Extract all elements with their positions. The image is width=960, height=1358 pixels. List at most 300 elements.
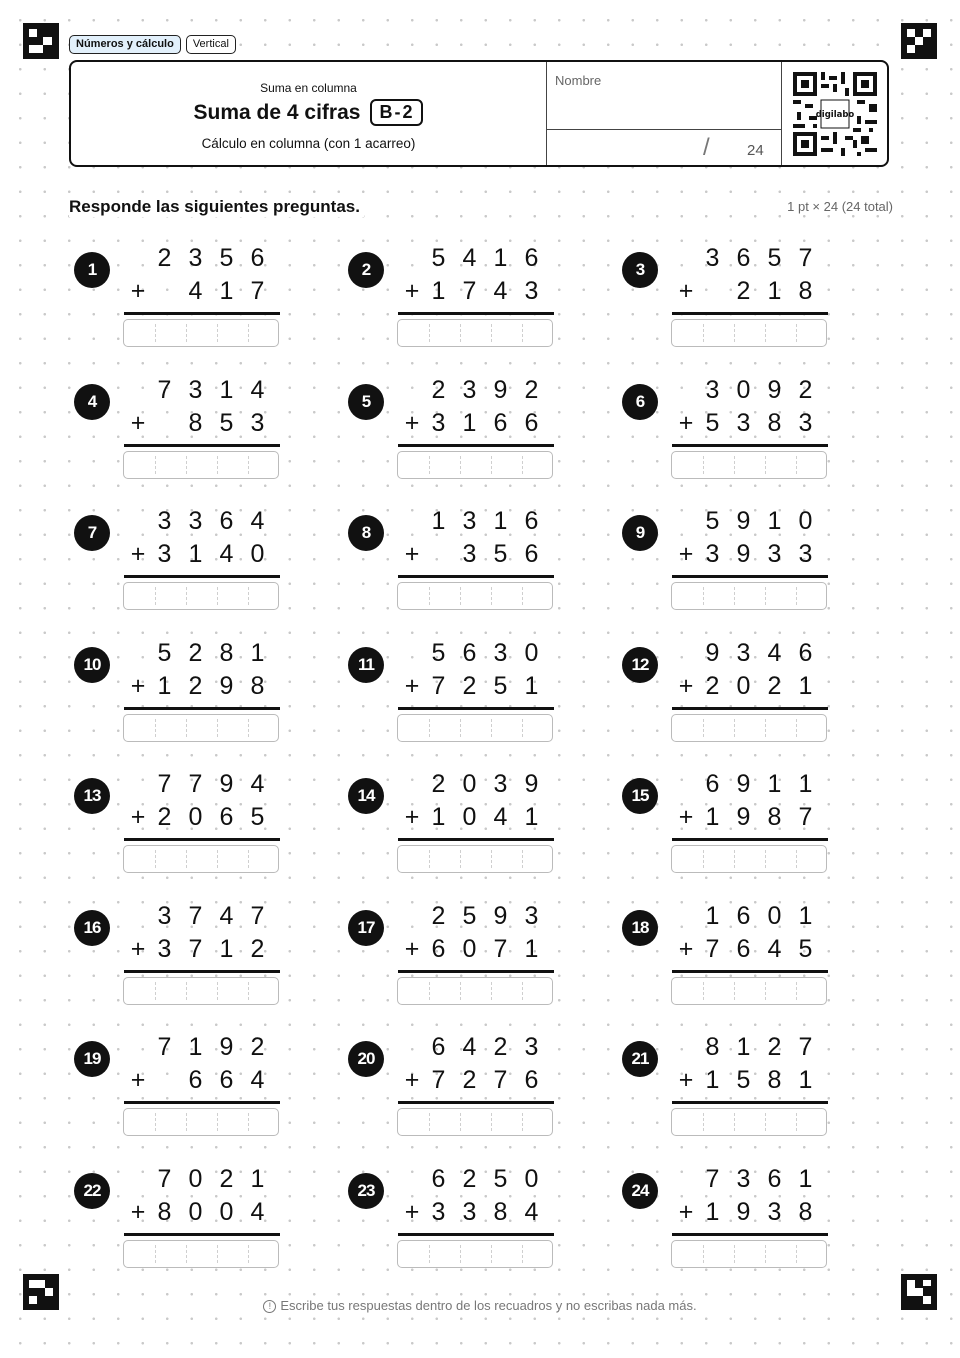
digit: 1	[431, 803, 446, 831]
digit: 3	[157, 540, 172, 568]
digit-guide	[217, 850, 218, 868]
addend-first	[70, 376, 310, 406]
digit: 7	[798, 1033, 813, 1061]
answer-box[interactable]	[123, 319, 279, 347]
digit-guide	[186, 982, 187, 1000]
digit-guide	[429, 850, 430, 868]
digit: 1	[705, 1066, 720, 1094]
points-info: 1 pt × 24 (24 total)	[787, 199, 893, 214]
digit: 4	[462, 1033, 477, 1061]
digit: 1	[798, 671, 813, 700]
digit: 0	[188, 1164, 203, 1193]
digit: 8	[767, 1066, 782, 1094]
answer-box[interactable]	[671, 319, 827, 347]
answer-box[interactable]	[671, 714, 827, 742]
problem-number: 12	[622, 647, 658, 683]
digit: 7	[431, 1066, 446, 1094]
addend-second	[70, 277, 310, 307]
sum-line	[398, 575, 554, 578]
digit: 6	[188, 1066, 203, 1094]
problem-18	[618, 892, 858, 1004]
digit: 8	[767, 803, 782, 831]
addend-second	[618, 1066, 858, 1096]
digit: 6	[493, 408, 508, 437]
plus-sign: +	[404, 1066, 420, 1094]
digit: 0	[462, 803, 477, 831]
answer-box[interactable]	[671, 1108, 827, 1136]
digit: 3	[188, 375, 203, 404]
addend-first	[618, 1033, 858, 1063]
title-block	[71, 62, 547, 165]
digit-guide	[248, 324, 249, 342]
digit: 7	[157, 1033, 172, 1061]
addend-first	[344, 507, 584, 537]
qr-label: digilabo	[815, 110, 855, 120]
addend-first	[344, 1165, 584, 1195]
addend-first	[618, 770, 858, 800]
digit-guide	[429, 324, 430, 342]
addend-second	[70, 803, 310, 833]
digit: 3	[462, 540, 477, 568]
digit: 5	[767, 244, 782, 272]
digit: 1	[736, 1033, 751, 1061]
digit: 0	[462, 770, 477, 798]
digit: 7	[157, 770, 172, 798]
problem-number: 7	[74, 515, 110, 551]
digit: 8	[157, 1197, 172, 1226]
answer-box[interactable]	[123, 977, 279, 1005]
plus-sign: +	[130, 408, 146, 437]
digit: 3	[798, 540, 813, 568]
digit: 7	[188, 934, 203, 963]
addend-first	[618, 244, 858, 274]
answer-box[interactable]	[123, 451, 279, 479]
digit-guide	[155, 1245, 156, 1263]
answer-box[interactable]	[397, 714, 553, 742]
problem-2	[344, 234, 584, 346]
sum-line	[398, 838, 554, 841]
digit: 6	[431, 1164, 446, 1193]
digit: 3	[705, 540, 720, 568]
qr-code-icon	[793, 72, 877, 156]
sum-line	[124, 1101, 280, 1104]
digit: 1	[798, 770, 813, 798]
addend-first	[344, 770, 584, 800]
digit: 6	[524, 1066, 539, 1094]
addend-second	[618, 277, 858, 307]
digit: 6	[524, 540, 539, 568]
digit: 2	[431, 901, 446, 930]
addend-first	[344, 902, 584, 932]
digit: 6	[431, 1033, 446, 1061]
digit: 0	[798, 507, 813, 535]
digit: 4	[524, 1197, 539, 1226]
digit-guide	[217, 1245, 218, 1263]
addend-second	[70, 672, 310, 702]
digit-guide	[217, 456, 218, 474]
digit: 3	[736, 638, 751, 667]
digit: 9	[219, 770, 234, 798]
digit: 4	[188, 277, 203, 305]
digit: 1	[705, 901, 720, 930]
plus-sign: +	[404, 803, 420, 831]
score-slash: /	[703, 134, 710, 161]
digit-guide	[765, 850, 766, 868]
digit: 3	[705, 244, 720, 272]
digit: 2	[188, 671, 203, 700]
addend-first	[70, 244, 310, 274]
digit: 2	[705, 671, 720, 700]
digit: 3	[767, 1197, 782, 1226]
answer-box[interactable]	[671, 582, 827, 610]
digit: 1	[767, 507, 782, 535]
digit: 7	[157, 1164, 172, 1193]
plus-sign: +	[130, 671, 146, 700]
plus-sign: +	[678, 803, 694, 831]
digit-guide	[703, 1113, 704, 1131]
digit: 1	[188, 1033, 203, 1061]
digit: 4	[250, 507, 265, 535]
problem-4	[70, 366, 310, 478]
digit: 8	[705, 1033, 720, 1061]
digit-guide	[734, 719, 735, 737]
addend-first	[70, 507, 310, 537]
digit-guide	[703, 982, 704, 1000]
info-icon: !	[263, 1300, 276, 1313]
digit-guide	[734, 1113, 735, 1131]
problem-number: 6	[622, 384, 658, 420]
digit-guide	[796, 982, 797, 1000]
plus-sign: +	[404, 671, 420, 700]
problem-7	[70, 497, 310, 609]
problem-15	[618, 760, 858, 872]
digit-guide	[765, 456, 766, 474]
digit-guide	[186, 456, 187, 474]
digit: 9	[736, 803, 751, 831]
digit: 7	[188, 901, 203, 930]
problem-17	[344, 892, 584, 1004]
category-tags	[69, 35, 236, 54]
digit-guide	[248, 587, 249, 605]
answer-box[interactable]	[671, 1240, 827, 1268]
digit-guide	[491, 1245, 492, 1263]
digit-guide	[765, 982, 766, 1000]
corner-marker-top-right	[901, 23, 937, 59]
digit: 9	[736, 507, 751, 535]
digit: 7	[798, 803, 813, 831]
digit-guide	[491, 324, 492, 342]
digit: 7	[493, 1066, 508, 1094]
answer-box[interactable]	[397, 1108, 553, 1136]
digit: 1	[493, 507, 508, 535]
digit-guide	[765, 587, 766, 605]
addend-second	[344, 1198, 584, 1228]
addend-second	[344, 409, 584, 439]
digit: 9	[736, 1197, 751, 1226]
digit: 2	[462, 1066, 477, 1094]
digit: 1	[798, 901, 813, 930]
digit: 5	[431, 638, 446, 667]
digit: 8	[493, 1197, 508, 1226]
digit: 1	[524, 803, 539, 831]
problem-number: 4	[74, 384, 110, 420]
digit: 8	[219, 638, 234, 667]
digit: 3	[188, 507, 203, 535]
addend-second	[344, 277, 584, 307]
score-total: 24	[747, 142, 764, 159]
digit: 3	[188, 244, 203, 272]
plus-sign: +	[130, 1197, 146, 1226]
digit: 1	[524, 671, 539, 700]
digit-guide	[429, 587, 430, 605]
digit: 2	[250, 934, 265, 963]
digit: 1	[767, 770, 782, 798]
digit: 4	[493, 277, 508, 305]
answer-box[interactable]	[397, 319, 553, 347]
digit: 3	[705, 375, 720, 404]
digit: 6	[736, 901, 751, 930]
digit-guide	[186, 719, 187, 737]
answer-box[interactable]	[397, 1240, 553, 1268]
digit: 8	[798, 277, 813, 305]
addend-first	[344, 639, 584, 669]
digit: 7	[798, 244, 813, 272]
answer-box[interactable]	[397, 451, 553, 479]
answer-box[interactable]	[123, 845, 279, 873]
problem-1	[70, 234, 310, 346]
addend-second	[344, 803, 584, 833]
problem-8	[344, 497, 584, 609]
digit: 6	[705, 770, 720, 798]
sum-line	[124, 970, 280, 973]
problem-number: 16	[74, 910, 110, 946]
digit: 3	[493, 770, 508, 798]
plus-sign: +	[678, 540, 694, 568]
digit: 2	[493, 1033, 508, 1061]
footer-text: Escribe tus respuestas dentro de los recuadros y no escribas nada más.	[280, 1298, 697, 1313]
digit: 1	[767, 277, 782, 305]
plus-sign: +	[404, 1197, 420, 1226]
name-score-block	[547, 62, 782, 165]
problem-number: 8	[348, 515, 384, 551]
problem-number: 21	[622, 1041, 658, 1077]
plus-sign: +	[404, 408, 420, 437]
answer-box[interactable]	[671, 451, 827, 479]
digit-guide	[460, 982, 461, 1000]
problem-23	[344, 1155, 584, 1267]
digit: 1	[157, 671, 172, 700]
digit-guide	[522, 456, 523, 474]
problem-number: 24	[622, 1173, 658, 1209]
digit-guide	[248, 850, 249, 868]
digit-guide	[155, 324, 156, 342]
digit: 9	[767, 375, 782, 404]
digit: 0	[767, 901, 782, 930]
digit: 6	[219, 803, 234, 831]
digit-guide	[734, 587, 735, 605]
problem-number: 1	[74, 252, 110, 288]
digit-guide	[734, 456, 735, 474]
digit: 4	[493, 803, 508, 831]
problem-12	[618, 629, 858, 741]
digit: 0	[219, 1197, 234, 1226]
digit-guide	[248, 982, 249, 1000]
digit: 3	[431, 1197, 446, 1226]
sum-line	[398, 1233, 554, 1236]
digit-guide	[460, 456, 461, 474]
problem-24	[618, 1155, 858, 1267]
sum-line	[672, 1101, 828, 1104]
digit: 9	[736, 540, 751, 568]
problem-number: 20	[348, 1041, 384, 1077]
digit-guide	[765, 1245, 766, 1263]
digit-guide	[491, 982, 492, 1000]
digit-guide	[522, 850, 523, 868]
digit-guide	[155, 850, 156, 868]
answer-box[interactable]	[671, 977, 827, 1005]
digit: 0	[188, 1197, 203, 1226]
sum-line	[124, 312, 280, 315]
sum-line	[398, 312, 554, 315]
footer-note	[0, 1298, 960, 1313]
digit-guide	[522, 982, 523, 1000]
digit: 3	[493, 638, 508, 667]
digit-guide	[703, 324, 704, 342]
digit: 1	[705, 1197, 720, 1226]
digit-guide	[796, 456, 797, 474]
digit: 3	[736, 408, 751, 437]
instructions: Responde las siguientes preguntas.	[69, 197, 364, 217]
addend-first	[70, 1165, 310, 1195]
sum-line	[398, 707, 554, 710]
addend-second	[344, 935, 584, 965]
digit-guide	[248, 456, 249, 474]
digit: 5	[219, 408, 234, 437]
digit: 2	[431, 770, 446, 798]
addend-second	[344, 1066, 584, 1096]
sum-line	[672, 707, 828, 710]
answer-box[interactable]	[397, 977, 553, 1005]
digit-guide	[186, 587, 187, 605]
digit-guide	[155, 719, 156, 737]
problem-number: 17	[348, 910, 384, 946]
answer-box[interactable]	[123, 582, 279, 610]
plus-sign: +	[130, 934, 146, 963]
sum-line	[124, 444, 280, 447]
plus-sign: +	[678, 1066, 694, 1094]
digit-guide	[248, 1113, 249, 1131]
addend-first	[618, 376, 858, 406]
answer-box[interactable]	[123, 1108, 279, 1136]
sum-line	[124, 575, 280, 578]
digit: 9	[524, 770, 539, 798]
problem-3	[618, 234, 858, 346]
addend-second	[70, 1198, 310, 1228]
digit-guide	[796, 850, 797, 868]
answer-box[interactable]	[397, 845, 553, 873]
answer-box[interactable]	[123, 1240, 279, 1268]
sum-line	[672, 575, 828, 578]
plus-sign: +	[130, 540, 146, 568]
digit: 6	[736, 244, 751, 272]
digit-guide	[155, 456, 156, 474]
digit: 3	[462, 507, 477, 535]
digit-guide	[217, 324, 218, 342]
problem-22	[70, 1155, 310, 1267]
digit: 0	[736, 375, 751, 404]
digit-guide	[186, 1245, 187, 1263]
problem-number: 2	[348, 252, 384, 288]
plus-sign: +	[130, 803, 146, 831]
digit: 1	[462, 408, 477, 437]
digit: 3	[798, 408, 813, 437]
digit-guide	[522, 587, 523, 605]
sum-line	[672, 312, 828, 315]
sum-line	[672, 444, 828, 447]
digit: 1	[250, 1164, 265, 1193]
digit: 8	[767, 408, 782, 437]
digit-guide	[217, 587, 218, 605]
digit: 2	[219, 1164, 234, 1193]
plus-sign: +	[404, 540, 420, 568]
digit: 7	[705, 934, 720, 963]
digit: 7	[431, 671, 446, 700]
plus-sign: +	[678, 277, 694, 305]
digit-guide	[155, 982, 156, 1000]
digit: 0	[736, 671, 751, 700]
digit-guide	[522, 1245, 523, 1263]
digit-guide	[460, 1245, 461, 1263]
digit: 2	[157, 803, 172, 831]
addend-first	[344, 244, 584, 274]
plus-sign: +	[678, 671, 694, 700]
digit-guide	[703, 850, 704, 868]
digit: 6	[767, 1164, 782, 1193]
digit: 8	[250, 671, 265, 700]
problem-19	[70, 1023, 310, 1135]
sum-line	[124, 707, 280, 710]
addend-second	[70, 409, 310, 439]
digit: 8	[798, 1197, 813, 1226]
answer-box[interactable]	[397, 582, 553, 610]
digit-guide	[186, 1113, 187, 1131]
addend-second	[70, 1066, 310, 1096]
digit-guide	[155, 1113, 156, 1131]
digit: 1	[219, 277, 234, 305]
problem-number: 15	[622, 778, 658, 814]
addend-second	[618, 803, 858, 833]
digit: 2	[767, 1033, 782, 1061]
digit-guide	[491, 456, 492, 474]
digit: 5	[798, 934, 813, 963]
digit-guide	[491, 719, 492, 737]
digit: 5	[493, 540, 508, 568]
answer-box[interactable]	[123, 714, 279, 742]
digit-guide	[429, 1113, 430, 1131]
addend-second	[70, 540, 310, 570]
tag-category: Números y cálculo	[69, 35, 181, 54]
sum-line	[124, 1233, 280, 1236]
addend-second	[618, 540, 858, 570]
problem-6	[618, 366, 858, 478]
digit: 2	[250, 1033, 265, 1061]
addend-first	[70, 639, 310, 669]
worksheet-header	[69, 60, 889, 167]
digit: 4	[250, 375, 265, 404]
answer-box[interactable]	[671, 845, 827, 873]
digit-guide	[491, 850, 492, 868]
digit: 3	[524, 901, 539, 930]
